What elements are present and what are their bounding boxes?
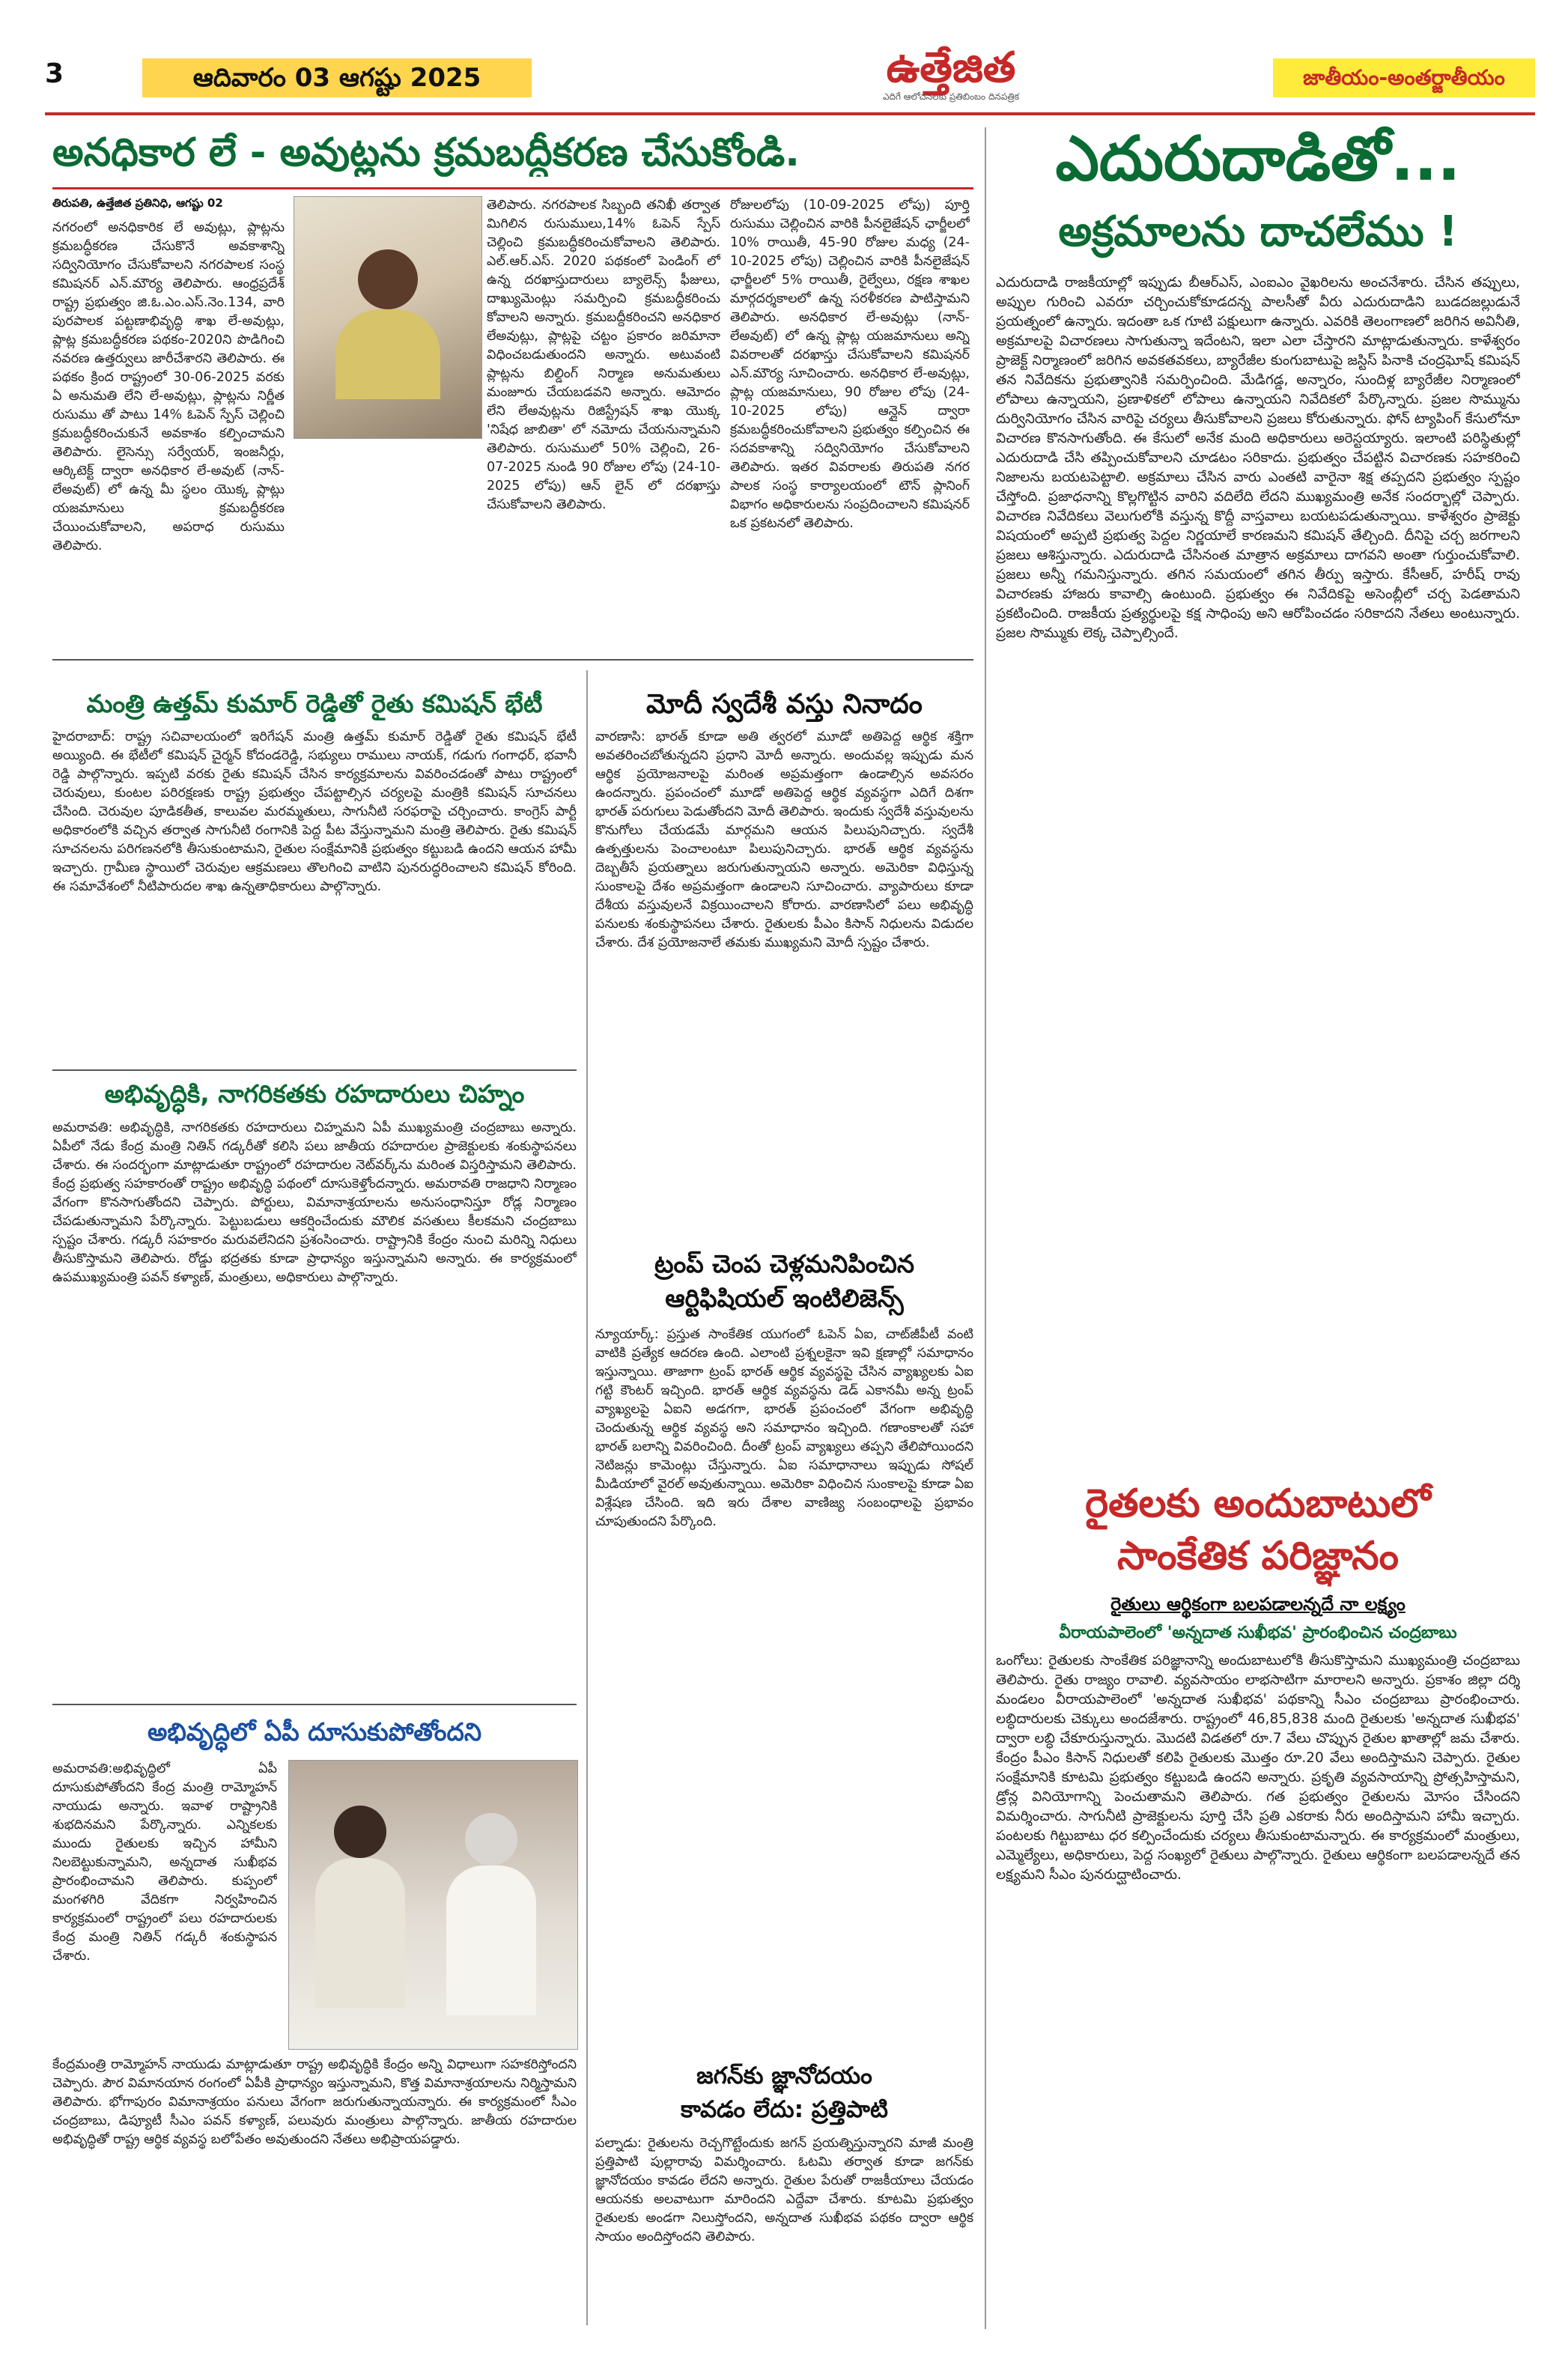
news-photo <box>294 196 482 439</box>
page-number: 3 <box>45 58 64 89</box>
person-icon <box>358 249 418 309</box>
person-body <box>446 1865 536 2015</box>
uttam-headline: మంత్రి ఉత్తమ్ కుమార్ రెడ్డితో రైతు కమిషన్ భేటీ <box>86 689 543 718</box>
farmers-headline-2: సాంకేతిక పరిజ్ఞానం <box>1117 1534 1399 1579</box>
edition-date: ఆదివారం 03 ఆగష్టు 2025 <box>142 58 532 97</box>
right-body: ఎదురుదాడి రాజకీయాల్లో ఇప్పుడు బీఆర్ఎస్, ఎంఐఎం వైఖరిలను అంచనేశారు. చేసిన తప్పులు, అప్పుల గురించి ఎవరూ చర్చించుకోకూడదన్న పాలసీతో వీరు ఎదురుదాడిని బుడదజల్లుడునే ప్రయత్నంలో ఉన్నారు. ఇదంతా ఒక గూటి పక్షులుగా ఉన్నారు. ఎవరికి తెలంగాణలో జరిగిన అవినీతి, అక్రమాలపై విచారణలు సాగుతున్నా ఇదేంటని, ఇలా ఎలా చేస్తారని మాట్లాడుతున్నారు. కాళేశ్వరం ప్రాజెక్ట్ నిర్మాణంలో జరిగిన అవకతవకలు, బ్యారేజీల కుంగుబాటుపై జస్టిస్ పినాకి చంద్రఘోష్ కమిషన్ తన నివేదికను ప్రభుత్వానికి సమర్పించింది. మేడిగడ్డ, అన్నారం, సుందిళ్ల బ్యారేజీల నిర్మాణంలో లోపాలు ఉన్నాయని, ప్రణాళికలో లోపాలు ఉన్నాయని నివేదికలో పేర్కొన్నారు. ప్రజల సొమ్మును దుర్వినియోగం చేసిన వారిపై చర్యలు తీసుకోవాలని ప్రజలు కోరుతున్నారు. ఫోన్ ట్యాపింగ్ కేసులోనూ విచారణ కొనసాగుతోంది. ఈ కేసులో అనేక మంది అధికారులు అరెస్టయ్యారు. ఇలాంటి పరిస్థితుల్లో ఎదురుదాడి చేసి తప్పించుకోవాలని చూడటం సరికాదు. ప్రభుత్వం చేపట్టిన విచారణకు సహకరించి నిజాలను బయటపెట్టాలి. అక్రమాలు చేసిన వారు ఎంతటి వారైనా శిక్ష తప్పదని ప్రభుత్వం స్పష్టం చేస్తోంది. ప్రజాధనాన్ని కొల్లగొట్టిన వారిని వదిలేది లేదని ముఖ్యమంత్రి అనేక సందర్భాల్లో చెప్పారు. విచారణ నివేదికలు వెలుగులోకి వస్తున్న కొద్దీ వాస్తవాలు బయటపడుతున్నాయి. కాళేశ్వరం ప్రాజెక్టు విషయంలో అప్పటి ప్రభుత్వ పెద్దల నిర్ణయాలే కారణమని కమిషన్ తేల్చింది. దీనిపై చర్చ జరగాలని ప్రజలు ఆశిస్తున్నారు. ఎదురుదాడి చేసినంత మాత్రాన అక్రమాలు దాగవని అంతా గుర్తుంచుకోవాలి. ప్రజలు అన్నీ గమనిస్తున్నారు. తగిన సమయంలో తగిన తీర్పు ఇస్తారు. కేసీఆర్, హరీష్ రావు విచారణకు హాజరు కావాల్సి ఉంటుంది. ప్రభుత్వం ఈ నివేదికపై అసెంబ్లీలో చర్చ పెడతామని ప్రకటించింది. రాజకీయ ప్రత్యర్థులపై కక్ష సాధింపు అని ఆరోపించడం సరికాదని నేతలు అంటున్నారు. ప్రజల సొమ్ముకు లెక్క చెప్పాల్సిందే. <box>996 275 1520 641</box>
brand-tagline: ఎదిగే ఆలోచనలకు ప్రతిబింబం దినపత్రిక <box>882 91 1020 102</box>
divider <box>52 187 973 189</box>
section-label: జాతీయం-అంతర్జాతీయం <box>1273 58 1535 97</box>
person-body <box>335 309 440 399</box>
divider <box>52 1069 577 1071</box>
jagan-headline-2: కావడం లేదు: ప్రత్తిపాటి <box>681 2096 888 2123</box>
layout-col1: నగరంలో అనధికారిక లే అవుట్లు, ప్లాట్లను క్రమబద్ధీకరణ చేసుకొనే అవకాశాన్ని సద్వినియోగం చేసుకోవాలని నగరపాలక సంస్థ కమిషనర్ ఎన్.మౌర్య తెలిపారు. ఆంధ్రప్రదేశ్ రాష్ట్ర ప్రభుత్వం జి.ఓ.ఎం.ఎస్.నెం.134, వారి పురపాలక పట్టణాభివృద్ధి శాఖ లే-అవుట్లు, ప్లాట్ల క్రమబద్ధీకరణ పథకం-2020ని పొడిగించి నవరణ ఉత్తర్వులు జారీచేశారని తెలిపారు. ఈ పథకం క్రింద రాష్ట్రంలో 30-06-2025 వరకు ఏ అనుమతి లేని లే-అవుట్లు, ప్లాట్లను నిర్ణీత రుసుము తో పాటు 14% ఓపెన్ స్పేస్ చెల్లించి క్రమబద్ధీకరించుకునే అవకాశం కల్పించామని తెలిపారు. లైసెన్సు సర్వేయర్, ఇంజనీర్లు, ఆర్కిటెక్ట్ ద్వారా అనధికార లే-అవుట్ (నాన్-లేఅవుట్) లో ఉన్న మీ స్థలం యొక్క ప్లాట్లు యజమానులు క్రమబద్ధీకరణ చేయించుకోవాలని, అపరాధ రుసుము తెలిపారు. <box>52 220 285 553</box>
column-rule <box>586 670 588 2325</box>
ap-body-side: అమరావతి:అభివృద్ధిలో ఏపీ దూసుకుపోతోందని కేంద్ర మంత్రి రామ్మోహన్ నాయుడు అన్నారు. ఇవాళ రాష్ట్రానికి శుభదినమని పేర్కొన్నారు. ఎన్నికలకు ముందు రైతులకు ఇచ్చిన హామీని నిలబెట్టుకున్నామని, అన్నదాత సుఖీభవ ప్రారంభించామని తెలిపారు. కుప్పంలో మంగళగిరి వేదికగా నిర్వహించిన కార్యక్రమంలో రాష్ట్రంలో పలు రహదారులకు కేంద్ర మంత్రి నితిన్ గడ్కరీ శంకుస్థాపన చేశారు. <box>52 1761 277 1964</box>
roads-headline: అభివృద్ధికి, నాగరికతకు రహదారులు చిహ్నం <box>104 1079 525 1108</box>
right-headline-1: ఎదురుదాడితో... <box>1055 124 1461 195</box>
news-photo <box>288 1760 578 2050</box>
modi-body: వారణాసి: భారత్ కూడా అతి త్వరలో మూడో అతిపెద్ద ఆర్థిక శక్తిగా అవతరించబోతున్నదని ప్రధాని మోదీ అన్నారు. అందువల్ల ఇప్పుడు మన ఆర్థిక ప్రయోజనాలపై మరింత అప్రమత్తంగా ఉండాల్సిన అవసరం ఉందన్నారు. ప్రపంచంలో మూడో అతిపెద్ద ఆర్థిక వ్యవస్థగా ఎదిగే దిశగా భారత్ పరుగులు పెడుతోందని మోదీ తెలిపారు. ఇందుకు స్వదేశీ వస్తువులను కొనుగోలు చేయడమే మార్గమని ఆయన పిలుపునిచ్చారు. స్వదేశీ ఉత్పత్తులను పెంచాలంటూ పిలుపునిచ్చారు. భారత్ ఆర్థిక వ్యవస్థను దెబ్బతీసే ప్రయత్నాలు జరుగుతున్నాయని అన్నారు. అమెరికా విధిస్తున్న సుంకాలపై దేశం అప్రమత్తంగా ఉండాలని సూచించారు. వ్యాపారులు కూడా దేశీయ వస్తువులనే విక్రయించాలని కోరారు. వారణాసిలో పలు అభివృద్ధి పనులకు శంకుస్థాపనలు చేశారు. రైతులకు పీఎం కిసాన్ నిధులను విడుదల చేశారు. దేశ ప్రయోజనాలే తమకు ముఖ్యమని మోదీ స్పష్టం చేశారు. <box>595 729 973 950</box>
jagan-headline-1: జగన్‌కు జ్ఞానోదయం <box>696 2062 872 2089</box>
person-body <box>315 1858 405 2008</box>
uttam-body: హైదరాబాద్: రాష్ట్ర సచివాలయంలో ఇరిగేషన్ మంత్రి ఉత్తమ్ కుమార్ రెడ్డితో రైతు కమిషన్ భేటీ అయ్యింది. ఈ భేటీలో కమిషన్ చైర్మన్ కోదండరెడ్డి, సభ్యులు రాములు నాయక్, గడుగు గంగాధర్, భవానీ రెడ్డి పాల్గొన్నారు. ఇప్పటి వరకు రైతు కమిషన్ చేసిన కార్యక్రమాలను వివరించడంతో పాటు రాష్ట్రంలో చెరువులు, కుంటల పరిరక్షణకు రాష్ట్ర ప్రభుత్వం చేపట్టాల్సిన చర్యలపై మంత్రికి కమిషన్ సూచనలు చేసింది. చెరువుల పూడికతీత, కాలువల మరమ్మతులు, సాగునీటి సరఫరాపై చర్చించారు. కాంగ్రెస్ పార్టీ అధికారంలోకి వచ్చిన తర్వాత సాగునీటి రంగానికి పెద్ద పీట వేస్తున్నామని మంత్రి తెలిపారు. రైతు కమిషన్ సూచనలను పరిగణనలోకి తీసుకుంటామని, రైతుల సంక్షేమానికి ప్రభుత్వం కట్టుబడి ఉందని ఆయన హామీ ఇచ్చారు. గ్రామీణ స్థాయిలో చెరువుల ఆక్రమణలు తొలగించి వాటిని పునరుద్ధరించాలని కమిషన్ కోరింది. ఈ సమావేశంలో నీటిపారుదల శాఖ ఉన్నతాధికారులు పాల్గొన్నారు. <box>52 729 577 894</box>
divider <box>52 1704 577 1705</box>
ap-body-bottom: కేంద్రమంత్రి రామ్మోహన్ నాయుడు మాట్లాడుతూ రాష్ట్ర అభివృద్ధికి కేంద్రం అన్ని విధాలుగా సహకరిస్తోందని చెప్పారు. పౌర విమానయాన రంగంలో ఏపీకి ప్రాధాన్యం ఇస్తున్నామని, కొత్త విమానాశ్రయాలను నిర్మిస్తామని తెలిపారు. భోగాపురం విమానాశ్రయం పనులు వేగంగా జరుగుతున్నాయన్నారు. ఈ కార్యక్రమంలో సీఎం చంద్రబాబు, డిప్యూటీ సీఎం పవన్ కళ్యాణ్, పలువురు మంత్రులు పాల్గొన్నారు. జాతీయ రహదారుల అభివృద్ధితో రాష్ట్ర ఆర్థిక వ్యవస్థ బలోపేతం అవుతుందని నేతలు అభిప్రాయపడ్డారు. <box>52 2057 577 2147</box>
layout-col2: తెలిపారు. నగరపాలక సిబ్బంది తనిఖీ తర్వాత మిగిలిన రుసుములు,14% ఓపెన్ స్పేస్ చెల్లించి క్రమబద్ధీకరించుకోవాలని తెలిపారు. ఎల్.ఆర్.ఎస్. 2020 పథకంలో పెండింగ్ లో ఉన్న దరఖాస్తుదారులు బ్యాలెన్స్ ఫీజులు, దాఖ్యుమెంట్లు సమర్పించి క్రమబద్ధీకరించు కోవాలని అన్నారు. క్రమబద్దీకరించని అనధికార లేఅవుట్లు, ప్లాట్లపై చట్టం ప్రకారం జరిమానా విధించబడుతుందని అన్నారు. అటువంటి ప్లాట్లను బిల్డింగ్ నిర్మాణ అనుమతులు మంజూరు చేయబడవని అన్నారు. ఆమోదం లేని లేఅవుట్లను రిజిస్ట్రేషన్ శాఖ యొక్క 'నిషేధ జాబితా' లో నమోదు చేయనున్నామని తెలిపారు. రుసుములో 50% చెల్లించి, 26-07-2025 నుండి 90 రోజుల లోపు (24-10-2025 లోపు) ఆన్ లైన్ లో దరఖాస్తు చేసుకోవాలని తెలిపారు. <box>487 198 720 512</box>
dateline: తిరుపతి, ఉత్తేజిత ప్రతినిధి, ఆగష్టు 02 <box>52 196 223 210</box>
layout-col3: రోజులలోపు (10-09-2025 లోపు) పూర్తి రుసుము చెల్లించిన వారికి పీనలైజేషన్ ఛార్జీలలో 10% రాయితీ, 45-90 రోజుల మధ్య (24-10-2025 లోపు) చెల్లించిన వారికి పీనలైజేషన్ ఛార్జీలలో 5% రాయితీ, రైల్వేలు, రక్షణ శాఖల మార్గదర్శకాలలో ఉన్న సరళీకరణ పాటిస్తామని తెలిపారు. అనధికార లే-అవుట్లు (నాన్-లేఅవుట్) లో ఉన్న ప్లాట్ల యజమానులు అన్ని వివరాలతో దరఖాస్తు చేసుకోవాలని కమిషనర్ ఎన్.మౌర్య సూచించారు. అనధికార లే-అవుట్లు, ప్లాట్ల యజమానులు, 90 రోజుల లోపు (24-10-2025 లోపు) ఆన్లైన్ ద్వారా క్రమబద్ధీకరించుకోవాలని ప్రభుత్వం కల్పించిన ఈ సదవకాశాన్ని సద్వినియోగం చేసుకోవాలని తెలిపారు. ఇతర వివరాలకు తిరుపతి నగర పాలక సంస్థ కార్యాలయంలో టౌన్ ప్లానింగ్ విభాగం అధికారులను సంప్రదించాలని కమిషనర్ ఒక ప్రకటనలో తెలిపారు. <box>730 198 970 531</box>
ap-headline: అభివృద్ధిలో ఏపీ దూసుకుపోతోందని <box>147 1717 482 1746</box>
farmers-body: ఒంగోలు: రైతులకు సాంకేతిక పరిజ్ఞానాన్ని అందుబాటులోకి తీసుకొస్తామని ముఖ్యమంత్రి చంద్రబాబు తెలిపారు. రైతు రాజ్యం రావాలి. వ్యవసాయం లాభసాటిగా మారాలని అన్నారు. ప్రకాశం జిల్లా దర్శి మండలం వీరాయపాలెంలో 'అన్నదాత సుఖీభవ' పథకాన్ని సీఎం చంద్రబాబు ప్రారంభించారు. లబ్ధిదారులకు చెక్కులు అందజేశారు. రాష్ట్రంలో 46,85,838 మంది రైతులకు 'అన్నదాత సుఖీభవ' ద్వారా లబ్ధి చేకూరుస్తున్నారు. మొదటి విడతలో రూ.7 వేలు చొప్పున రైతుల ఖాతాల్లో జమ చేశారు. కేంద్రం పీఎం కిసాన్ నిధులతో కలిపి రైతులకు మొత్తం రూ.20 వేలు అందిస్తామని చెప్పారు. రైతుల సంక్షేమానికి కూటమి ప్రభుత్వం కట్టుబడి ఉందని అన్నారు. ప్రకృతి వ్యవసాయాన్ని ప్రోత్సహిస్తామని, డ్రోన్ల వినియోగాన్ని పెంచుతామని తెలిపారు. గత ప్రభుత్వం రైతులను మోసం చేసిందని విమర్శించారు. సాగునీటి ప్రాజెక్టులను పూర్తి చేసి ప్రతి ఎకరాకు నీరు అందిస్తామని హామీ ఇచ్చారు. పంటలకు గిట్టుబాటు ధర కల్పించేందుకు చర్యలు తీసుకుంటామన్నారు. ఈ కార్యక్రమంలో మంత్రులు, ఎమ్మెల్యేలు, అధికారులు, పెద్ద సంఖ్యలో రైతులు పాల్గొన్నారు. రైతులు ఆర్థికంగా బలపడాలన్నదే తన లక్ష్యమని సీఎం పునరుద్ఘాటించారు. <box>996 1653 1520 1883</box>
modi-headline: మోదీ స్వదేశీ వస్తు నినాదం <box>646 689 923 720</box>
masthead <box>45 45 1535 115</box>
brand-logo <box>839 45 1063 104</box>
divider <box>52 659 973 661</box>
right-headline-2: అక్రమాలను దాచలేము ! <box>1058 207 1458 256</box>
jagan-body: పల్నాడు: రైతులను రెచ్చగొట్టేందుకు జగన్ ప్రయత్నిస్తున్నారని మాజీ మంత్రి ప్రత్తిపాటి పుల్లారావు విమర్శించారు. ఓటమి తర్వాత కూడా జగన్‌కు జ్ఞానోదయం కావడం లేదని అన్నారు. రైతుల పేరుతో రాజకీయాలు చేయడం ఆయనకు అలవాటుగా మారిందని ఎద్దేవా చేశారు. కూటమి ప్రభుత్వం రైతులకు అండగా నిలుస్తోందని, అన్నదాత సుఖీభవ పథకం ద్వారా ఆర్థిక సాయం అందిస్తోందని తెలిపారు. <box>595 2136 973 2244</box>
person-icon <box>465 1813 517 1865</box>
person-icon <box>334 1806 386 1858</box>
column-rule <box>985 127 986 2329</box>
farmers-headline-1: రైతలకు అందుబాటులో <box>1085 1481 1431 1526</box>
brand-name: ఉత్తేజిత <box>886 43 1016 92</box>
farmers-lead: వీరాయపాలెంలో 'అన్నదాత సుఖీభవ' ప్రారంభించిన చంద్రబాబు <box>1059 1624 1457 1642</box>
ai-headline: ట్రంప్ చెంప చెళ్లమనిపించిన ఆర్టిఫిషియల్ ఇంటిలిజెన్స్ <box>654 1249 914 1313</box>
farmers-subhead: రైతులు ఆర్థికంగా బలపడాలన్నదే నా లక్ష్యం <box>1110 1594 1406 1615</box>
roads-body: అమరావతి: అభివృద్ధికి, నాగరికతకు రహదారులు చిహ్నమని ఏపీ ముఖ్యమంత్రి చంద్రబాబు అన్నారు. ఏపీలో నేడు కేంద్ర మంత్రి నితిన్ గడ్కరీతో కలిసి పలు జాతీయ రహదారుల ప్రాజెక్టులకు శంకుస్థాపనలు చేశారు. ఈ సందర్భంగా మాట్లాడుతూ రాష్ట్రంలో రహదారుల నెట్‌వర్క్‌ను మరింత విస్తరిస్తామని తెలిపారు. కేంద్ర ప్రభుత్వ సహకారంతో రాష్ట్రం అభివృద్ధి పథంలో దూసుకెళ్తోందన్నారు. అమరావతి రాజధాని నిర్మాణం వేగంగా కొనసాగుతోందని చెప్పారు. పోర్టులు, విమానాశ్రయాలను అనుసంధానిస్తూ రోడ్ల నిర్మాణం చేపడుతున్నామని పేర్కొన్నారు. పెట్టుబడులు ఆకర్షించేందుకు మౌలిక వసతులు కీలకమని చంద్రబాబు స్పష్టం చేశారు. గడ్కరీ సహకారం మరువలేనిదని ప్రశంసించారు. రాష్ట్రానికి కేంద్రం నుంచి మరిన్ని నిధులు తీసుకొస్తామని తెలిపారు. రోడ్డు భద్రతకు కూడా ప్రాధాన్యం ఇస్తున్నామని అన్నారు. ఈ కార్యక్రమంలో ఉపముఖ్యమంత్రి పవన్ కళ్యాణ్, మంత్రులు, అధికారులు పాల్గొన్నారు. <box>52 1120 577 1285</box>
layout-headline: అనధికార లే - అవుట్లను క్రమబద్ధీకరణ చేసుకోండి. <box>52 130 800 175</box>
ai-body: న్యూయార్క్: ప్రస్తుత సాంకేతిక యుగంలో ఓపెన్ ఏఐ, చాట్‌జీపీటీ వంటి వాటికి ప్రత్యేక ఆదరణ ఉంది. ఎలాంటి ప్రశ్నలకైనా ఇవి క్షణాల్లో సమాధానం ఇస్తున్నాయి. తాజాగా ట్రంప్ భారత్ ఆర్థిక వ్యవస్థపై చేసిన వ్యాఖ్యలకు ఏఐ గట్టి కౌంటర్ ఇచ్చింది. భారత్ ఆర్థిక వ్యవస్థను డెడ్ ఎకానమీ అన్న ట్రంప్ వ్యాఖ్యలపై ఏఐని అడగగా, భారత్ ప్రపంచంలో వేగంగా అభివృద్ధి చెందుతున్న ఆర్థిక వ్యవస్థ అని సమాధానం ఇచ్చింది. గణాంకాలతో సహా భారత్ బలాన్ని వివరించింది. దీంతో ట్రంప్ వ్యాఖ్యలు తప్పని తేలిపోయిందని నెటిజన్లు కామెంట్లు చేస్తున్నారు. ఏఐ సమాధానాలు ఇప్పుడు సోషల్ మీడియాలో వైరల్ అవుతున్నాయి. అమెరికా విధించిన సుంకాలపై కూడా ఏఐ విశ్లేషణ చేసింది. ఇది ఇరు దేశాల వాణిజ్య సంబంధాలపై ప్రభావం చూపుతుందని పేర్కొంది. <box>595 1327 973 1529</box>
